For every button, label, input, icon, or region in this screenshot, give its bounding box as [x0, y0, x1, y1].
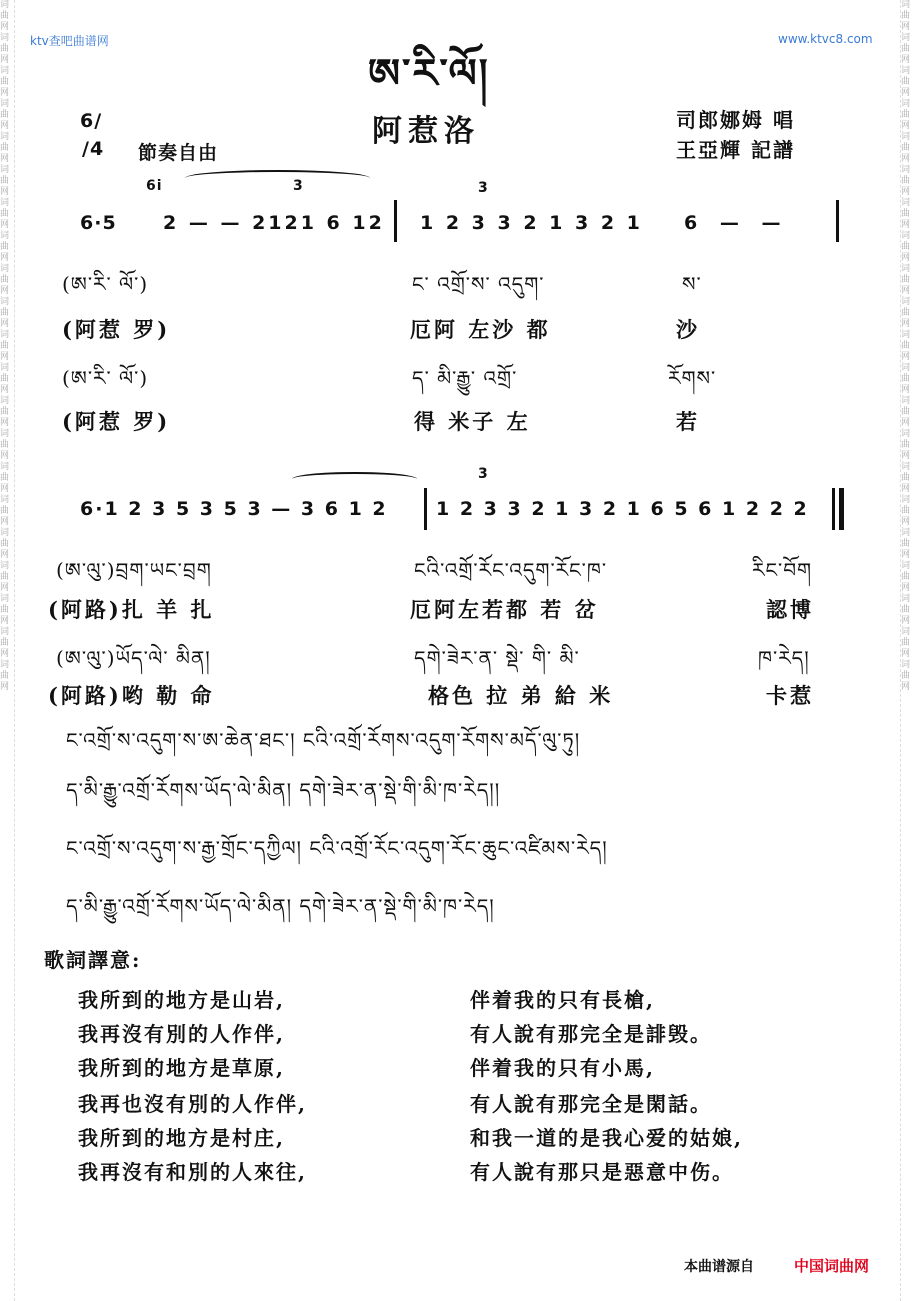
header-site-right[interactable]: www.ktvc8.com: [778, 32, 873, 46]
song-title: 阿惹洛: [372, 114, 480, 149]
translation-right-line: 伴着我的只有小馬,: [470, 1056, 655, 1080]
staff1-segment-a: 2 — — 2121 6 12: [163, 212, 385, 234]
translation-right-line: 有人說有那只是惡意中伤。: [470, 1160, 734, 1184]
translation-right-line: 有人說有那完全是閑話。: [470, 1092, 712, 1116]
bar-line: [394, 200, 397, 242]
singer-credit: 司郎娜姆 唱: [676, 108, 795, 132]
header-site-left[interactable]: ktv查吧曲谱网: [30, 34, 109, 48]
tibetan-verse-line: ད་མི་རྒྱུ་འགྲོ་རོགས་ཡོད་ལེ་མིན། དགེ་ཟེར་ན་སྡེ་གི་མི་ཁ་རེད།།: [66, 778, 501, 802]
tibetan-lyric: ད་ མི་རྒྱུ་ འགྲོ་: [412, 366, 518, 390]
staff2-segment-a: 6·1 2 3 5 3 5 3 — 3 6 1 2: [80, 498, 388, 520]
slur-arc: [292, 472, 417, 486]
translation-heading: 歌詞譯意:: [44, 948, 142, 972]
translation-right-line: 和我一道的是我心爱的姑娘,: [470, 1126, 743, 1150]
translation-right-line: 伴着我的只有長槍,: [470, 988, 655, 1012]
grace-note: 6i: [146, 178, 163, 194]
recorder-credit: 王亞輝 記譜: [676, 138, 795, 162]
tibetan-lyric: རིང་བོག: [752, 558, 813, 582]
chinese-lyric: 厄阿 左沙 都: [410, 317, 551, 342]
translation-left-line: 我再沒有和別的人來往,: [78, 1160, 307, 1184]
slur-arc: [185, 170, 370, 186]
triplet-mark: 3: [293, 178, 304, 194]
chinese-lyric: 沙: [676, 317, 700, 342]
staff1-segment-c: 6 — —: [684, 212, 789, 234]
chinese-lyric: (阿路)扎 羊 扎: [48, 597, 215, 622]
left-watermark-strip: 词曲网词曲网词曲网词曲网词曲网词曲网词曲网词曲网词曲网词曲网词曲网词曲网词曲网词曲网词曲网词曲网词曲网词曲网词曲网词曲网词曲网: [0, 0, 15, 1301]
chinese-lyric: 認博: [766, 597, 814, 622]
translation-right-line: 有人說有那完全是誹毁。: [470, 1022, 712, 1046]
tibetan-lyric: (ཨ་ལུ་)བྲག་ཡང་བྲག: [56, 558, 212, 582]
tibetan-verse-line: ད་མི་རྒྱུ་འགྲོ་རོགས་ཡོད་ལེ་མིན། དགེ་ཟེར་ན་སྡེ་གི་མི་ཁ་རེད།: [66, 894, 495, 918]
translation-left-line: 我所到的地方是山岩,: [78, 988, 285, 1012]
staff2-segment-b: 1 2 3 3 2 1 3 2 1 6 5 6 1 2 2 2: [436, 498, 809, 520]
right-watermark-strip: 词曲网词曲网词曲网词曲网词曲网词曲网词曲网词曲网词曲网词曲网词曲网词曲网词曲网词曲网词曲网词曲网词曲网词曲网词曲网词曲网词曲网: [900, 0, 915, 1301]
tibetan-lyric: ང་ འགྲོ་ས་ འདུག་: [412, 272, 545, 296]
tibetan-lyric: རོགས་: [668, 366, 717, 390]
translation-left-line: 我所到的地方是村庄,: [78, 1126, 285, 1150]
footer-source-label: 本曲谱源自: [684, 1259, 754, 1275]
footer-source-link[interactable]: 中国词曲网: [794, 1257, 870, 1275]
chinese-lyric: (阿惹 罗): [62, 317, 171, 342]
bar-line: [424, 488, 427, 530]
staff1-segment-b: 1 2 3 3 2 1 3 2 1: [420, 212, 643, 234]
tibetan-lyric: ངའི་འགྲོ་རོང་འདུག་རོང་ཁ་: [414, 558, 608, 582]
chinese-lyric: (阿路)哟 勒 命: [48, 683, 215, 708]
tempo-marking: 節奏自由: [138, 142, 219, 164]
tibetan-lyric: ས་: [682, 272, 702, 296]
chinese-lyric: 厄阿左若都 若 岔: [410, 597, 599, 622]
chinese-lyric: 得 米子 左: [414, 409, 531, 434]
translation-left-line: 我再沒有別的人作伴,: [78, 1022, 285, 1046]
chinese-lyric: 卡惹: [766, 683, 814, 708]
triplet-mark: 3: [478, 466, 489, 482]
pickup-notes: 6·5: [80, 212, 117, 234]
tibetan-title: ཨ་རི་ལོ།: [368, 50, 490, 97]
chinese-lyric: (阿惹 罗): [62, 409, 171, 434]
chinese-lyric: 若: [676, 409, 700, 434]
chinese-lyric: 格色 拉 弟 給 米: [428, 683, 614, 708]
tibetan-lyric: དགེ་ཟེར་ན་ སྡེ་ གི་ མི་: [414, 646, 580, 670]
triplet-mark: 3: [478, 180, 489, 196]
tibetan-lyric: (ཨ་རི་ ལོ་): [62, 366, 149, 390]
bar-line: [836, 200, 839, 242]
time-signature-top: 6/: [80, 110, 103, 132]
tibetan-lyric: (ཨ་རི་ ལོ་): [62, 272, 149, 296]
tibetan-verse-line: ང་འགྲོ་ས་འདུག་ས་ཨ་ཆེན་ཐང་། ངའི་འགྲོ་རོགས་འདུག་རོགས་མདོ་ལུ་ཏུ།: [66, 728, 581, 752]
translation-left-line: 我再也沒有別的人作伴,: [78, 1092, 307, 1116]
final-bar-line: [832, 488, 835, 530]
tibetan-verse-line: ང་འགྲོ་ས་འདུག་ས་རྒྱ་གྲོང་དཀྱིལ། ངའི་འགྲོ་རོང་འདུག་རོང་ཆུང་འཛིམས་རེད།: [66, 836, 608, 860]
final-bar-line: [839, 488, 844, 530]
time-signature-bottom: /4: [82, 138, 105, 160]
tibetan-lyric: ཁ་རེད།: [758, 646, 810, 670]
translation-left-line: 我所到的地方是草原,: [78, 1056, 285, 1080]
tibetan-lyric: (ཨ་ལུ་)ཡོད་ལེ་ མིན།: [56, 646, 211, 670]
